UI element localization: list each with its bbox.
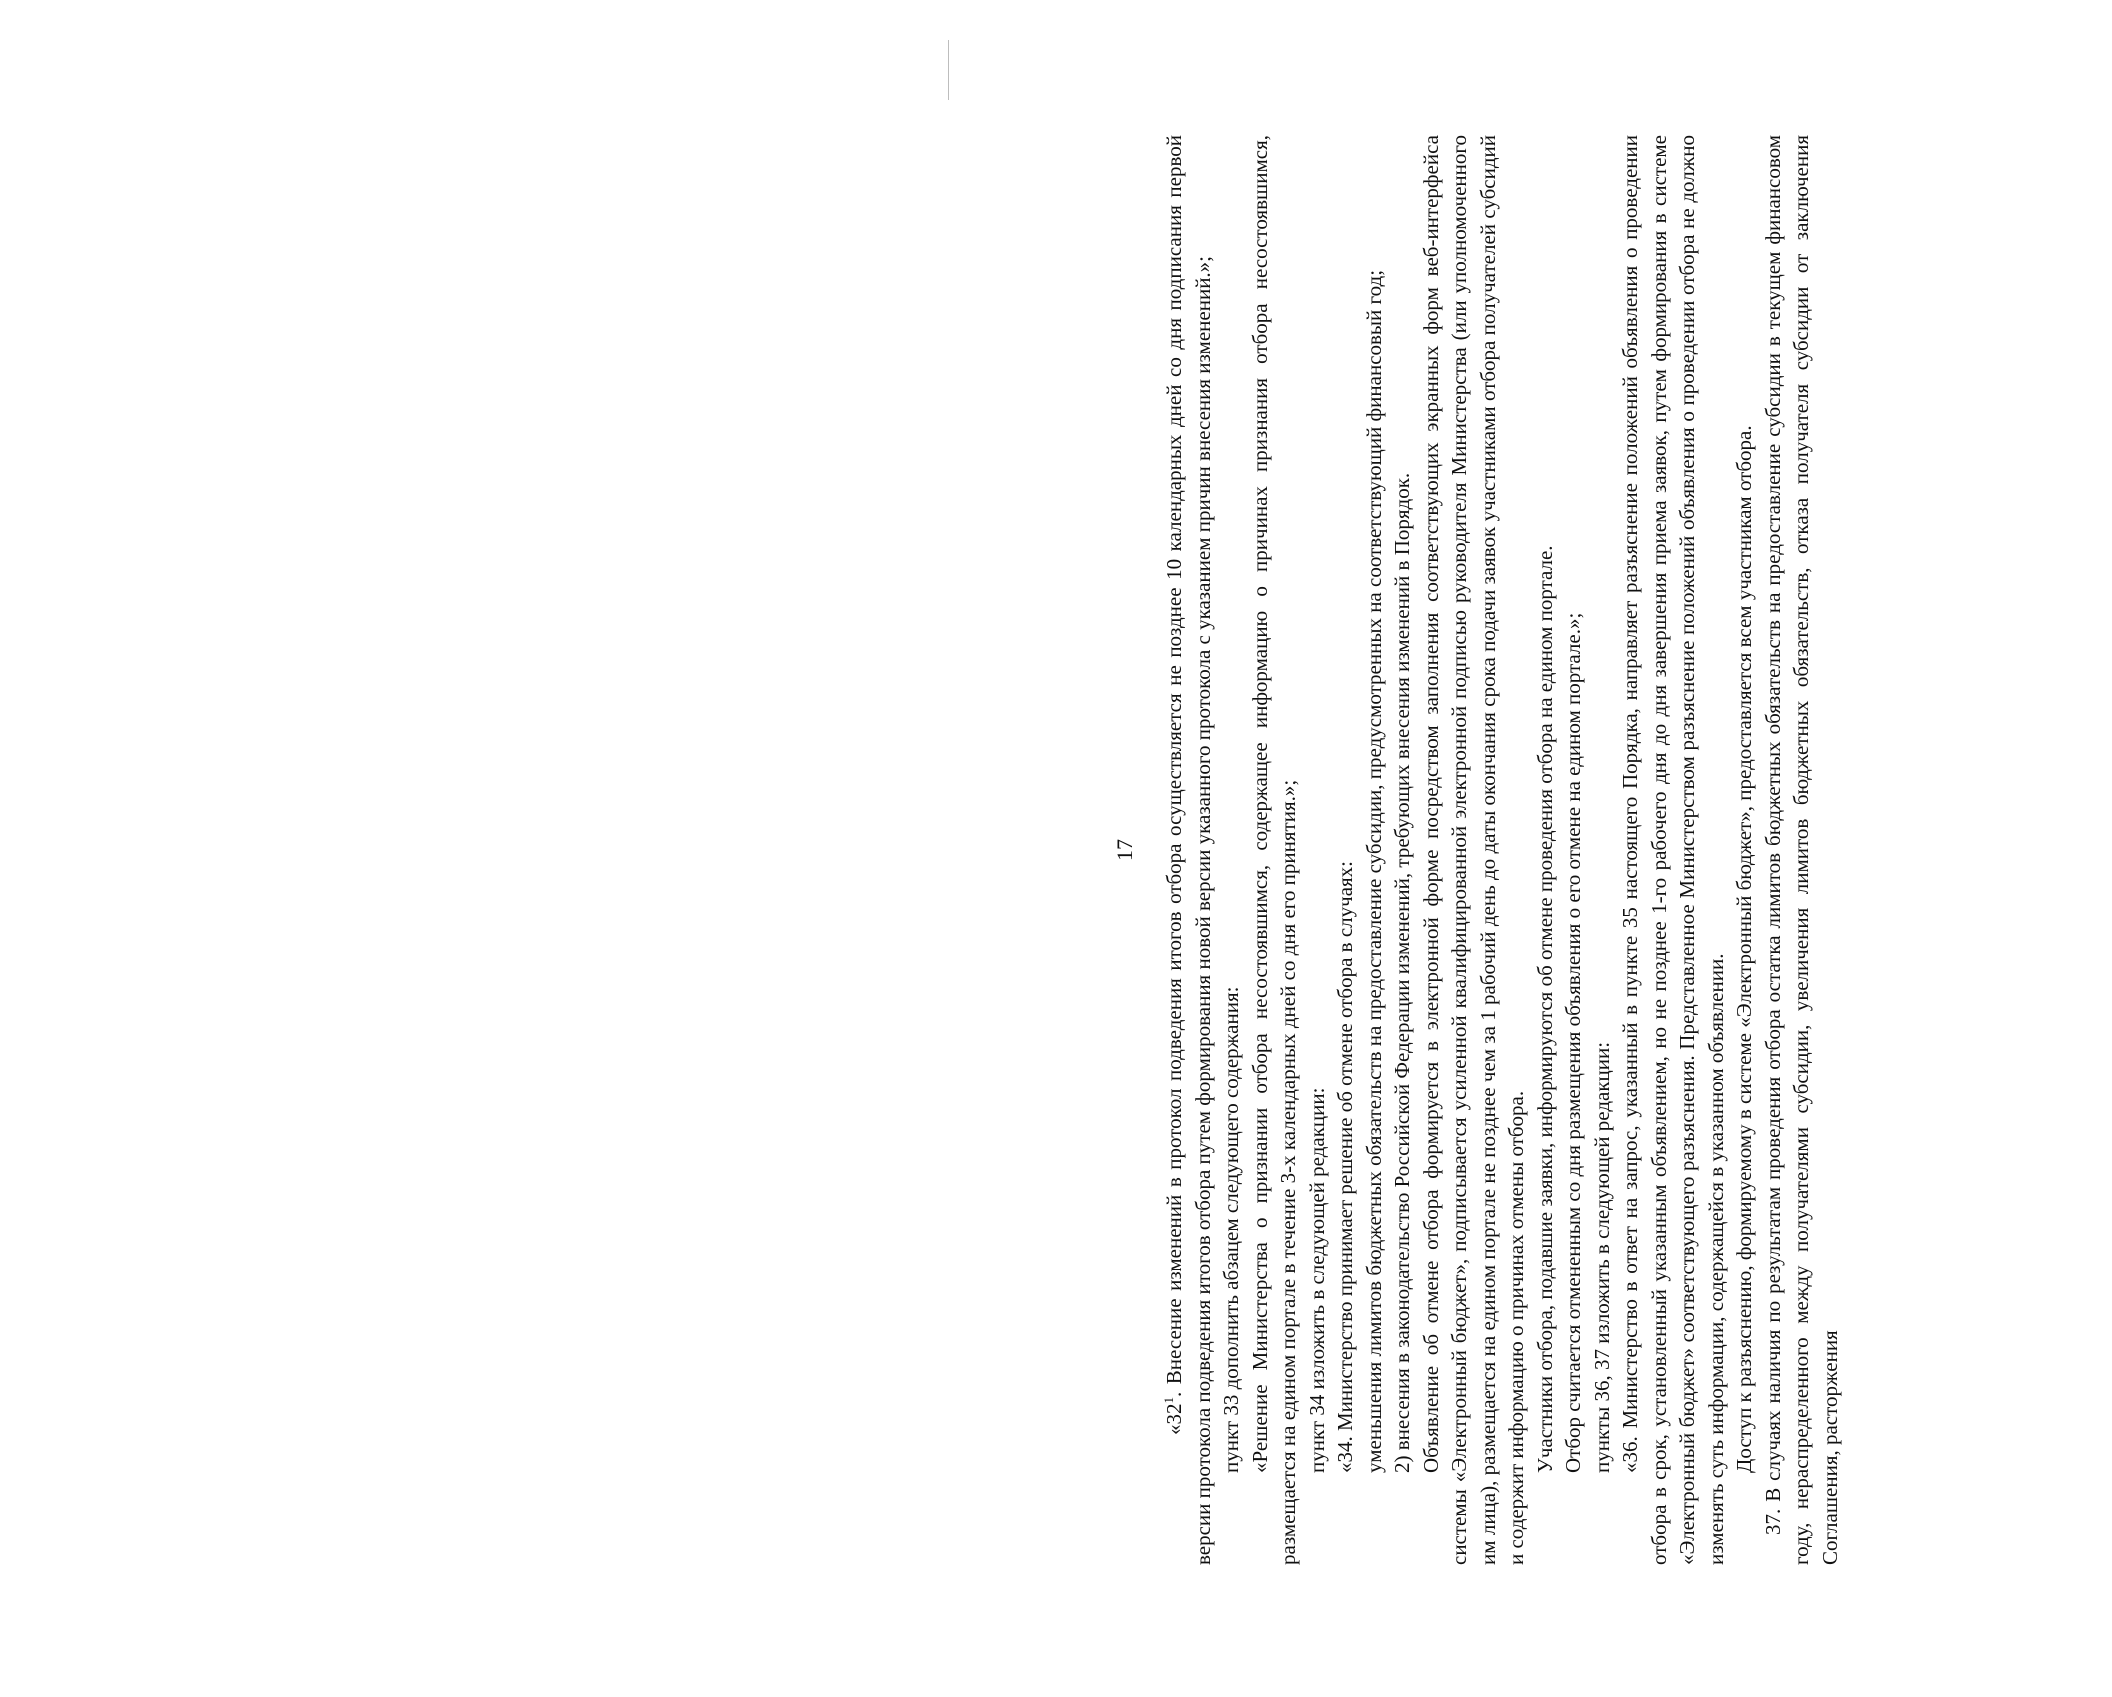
- paragraph-point-34-intro: пункт 34 изложить в следующей редакции:: [1304, 1087, 1329, 1473]
- paragraph-32-1-prefix: «32: [1162, 1403, 1186, 1435]
- paragraph-selection-cancelled: Отбор считается отмененным со дня размещения объявления о его отмене на едином портале.»;: [1561, 612, 1585, 1473]
- rotated-text-sheet: [1112, 105, 2112, 1595]
- paragraph-participants-informed: Участники отбора, подавшие заявки, информируются об отмене проведения отбора на едином портале.: [1532, 545, 1557, 1473]
- paragraph-32-1: [1160, 135, 1217, 1565]
- paragraph-points-36-37-intro: пункты 36, 37 изложить в следующей редакции:: [1589, 1041, 1614, 1473]
- scan-artifact-mark: [948, 40, 949, 100]
- page-number: 17: [1112, 839, 1137, 861]
- superscript-index: 1: [1161, 1397, 1176, 1404]
- paragraph-cancellation-notice: Объявление об отмене отбора формируется в электронной форме посредством заполнения соответствующих экранных форм веб-интерфейса системы «Электронный бюджет», подписывается усиленной квалифицированной электронной подписью руководителя Министерства (или уполномоченного им лица), размещается на едином портале не позднее чем за 1 рабочий день до даты окончания срока подачи заявок участниками отбора получателей субсидий и содержит информацию о причинах отмены отбора.: [1418, 135, 1528, 1565]
- paragraph-point-37: 37. В случаях наличия по результатам проведения отбора остатка лимитов бюджетных обязательств на предоставление субсидии в текущем финансовом году, нераспределенного между получателями субсидии, увеличения лимитов бюджетных обязательств, отказа получателя субсидии от заключения Соглашения, расторжения: [1760, 135, 1842, 1565]
- paragraph-point-36: «36. Министерство в ответ на запрос, указанный в пункте 35 настоящего Порядка, направляет разъяснение положений объявления о проведении отбора в срок, установленный указанным объявлением, но не позднее 1-го рабочего дня до дня завершения приема заявок, путем формирования в системе «Электронный бюджет» соответствующего разъяснения. Представленное Министерством разъяснение положений объявления о проведении отбора не должно изменять суть информации, содержащейся в указанном объявлении.: [1618, 135, 1728, 1565]
- paragraph-32-1-text: . Внесение изменений в протокол подведения итогов отбора осуществляется не позднее 10 календарных дней со дня подписания первой версии протокола подведения итогов отбора путем формирования новой версии указанного протокола с указанием причин внесения изменений.»;: [1162, 135, 1215, 1565]
- paragraph-point-33-intro: пункт 33 дополнить абзацем следующего содержания:: [1219, 986, 1243, 1473]
- document-body: [1160, 135, 1844, 1565]
- paragraph-legislation-changes: 2) внесения в законодательство Российской Федерации изменений, требующих внесения изменений в Порядок.: [1390, 472, 1414, 1473]
- paragraph-point-34: «34. Министерство принимает решение об отмене отбора в случаях:: [1333, 860, 1357, 1473]
- paragraph-reduction-limits: уменьшения лимитов бюджетных обязательств на предоставление субсидии, предусмотренных на соответствующий финансовый год;: [1361, 269, 1386, 1473]
- paragraph-decision-not-held: «Решение Министерства о признании отбора несостоявшимся, содержащее информацию о причинах признания отбора несостоявшимся, размещается на едином портале в течение 3-х календарных дней со дня его принятия.»;: [1247, 135, 1300, 1565]
- paragraph-access-clarification: Доступ к разъяснению, формируемому в системе «Электронный бюджет», предоставляется всем участникам отбора.: [1732, 425, 1756, 1473]
